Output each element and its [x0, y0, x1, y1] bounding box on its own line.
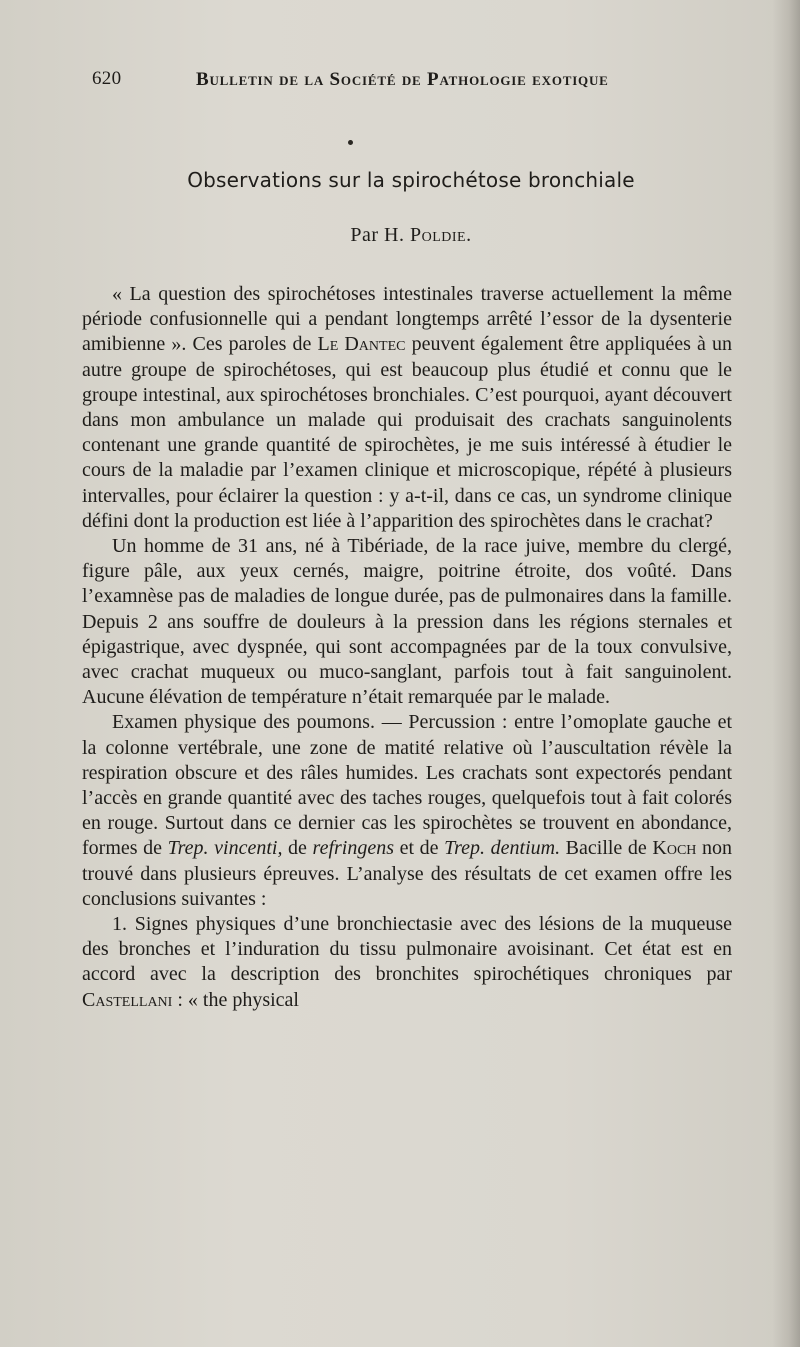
author-name: Poldie	[410, 224, 467, 246]
paragraph-text: peuvent également être appliquées à un autre groupe de spirochétoses, qui est beaucoup plus étudié et connu que le groupe intestinal, aux spirochétoses bronchiales. C’est pourquoi, ayant découvert dans mon ambulance un malade qui produisait des crachats sanguinolents contenant une grande quantité de spirochètes, je me suis intéressé à étudier le cours de la maladie par l’examen clinique et microscopique, répété à plusieurs intervalles, pour éclairer la question : y a-t-il, dans ce cas, un syndrome clinique défini dont la production est liée à l’apparition des spirochètes dans le crachat?	[82, 333, 732, 532]
species-name: refringens	[312, 837, 395, 860]
paragraph-2: Un homme de 31 ans, né à Tibériade, de la race juive, membre du clergé, figure pâle, aux yeux cernés, maigre, poitrine étroite, dos voûté. Dans l’examnèse pas de maladies de longue durée, pas de pulmonaires dans la famille. Depuis 2 ans souffre de douleurs à la pression dans les régions sternales et épigastrique, avec dyspnée, qui sont accompagnées par de la toux convulsive, avec crachat muqueux ou muco-sanglant, parfois tout à fait sanguinolent. Aucune élévation de température n’était remarquée par le malade.	[82, 535, 732, 709]
article-title: Observations sur la spirochétose bronchiale	[187, 168, 635, 192]
paragraph-text: : « the physical	[172, 988, 299, 1011]
paragraph-1	[82, 282, 732, 534]
paragraph-text: non trouvé dans plusieurs épreuves. L’analyse des résultats de cet examen offre les conclusions suivantes :	[82, 837, 732, 910]
paragraph-text: Bacille de	[560, 837, 653, 860]
paragraph-text: et de	[394, 837, 445, 860]
journal-title: Bulletin de la Société de Pathologie exotique	[196, 69, 609, 90]
article-body	[82, 282, 732, 1013]
byline	[0, 224, 800, 247]
paragraph-text: Examen physique des poumons. — Percussion : entre l’omoplate gauche et la colonne vertébrale, une zone de matité relative où l’auscultation révèle la respiration obscure et des râles humides. Les crachats sont expectorés pendant l’accès en grande quantité avec des taches rouges, quelquefois tout à fait colorés en rouge. Surtout dans ce dernier cas les spirochètes se trouvent en abondance, formes de	[82, 711, 732, 860]
ink-dot	[348, 140, 353, 145]
paragraph-text: « La question des spirochétoses intestinales traverse actuellement la même période confusionnelle qui a pendant longtemps arrêté l’essor de la dysenterie amibienne ». Ces paroles de	[82, 283, 732, 356]
cited-author: Koch	[652, 837, 697, 860]
paragraph-4	[82, 912, 732, 1013]
byline-prefix: Par H.	[350, 224, 410, 246]
cited-author: Castellani	[82, 988, 173, 1011]
paragraph-text: 1. Signes physiques d’une bronchiectasie avec des lésions de la muqueuse des bronches et l’induration du tissu pulmonaire avoisinant. Cet état est en accord avec la description des bronchites spirochétiques chroniques par	[82, 913, 732, 986]
paragraph-text: de	[282, 837, 313, 860]
paragraph-3	[82, 710, 732, 912]
species-name: Trep. vincenti,	[167, 837, 283, 860]
byline-suffix: .	[466, 224, 472, 246]
page-number: 620	[92, 68, 122, 89]
cited-author: Le Dantec	[317, 333, 406, 356]
species-name: Trep. dentium.	[444, 837, 561, 860]
